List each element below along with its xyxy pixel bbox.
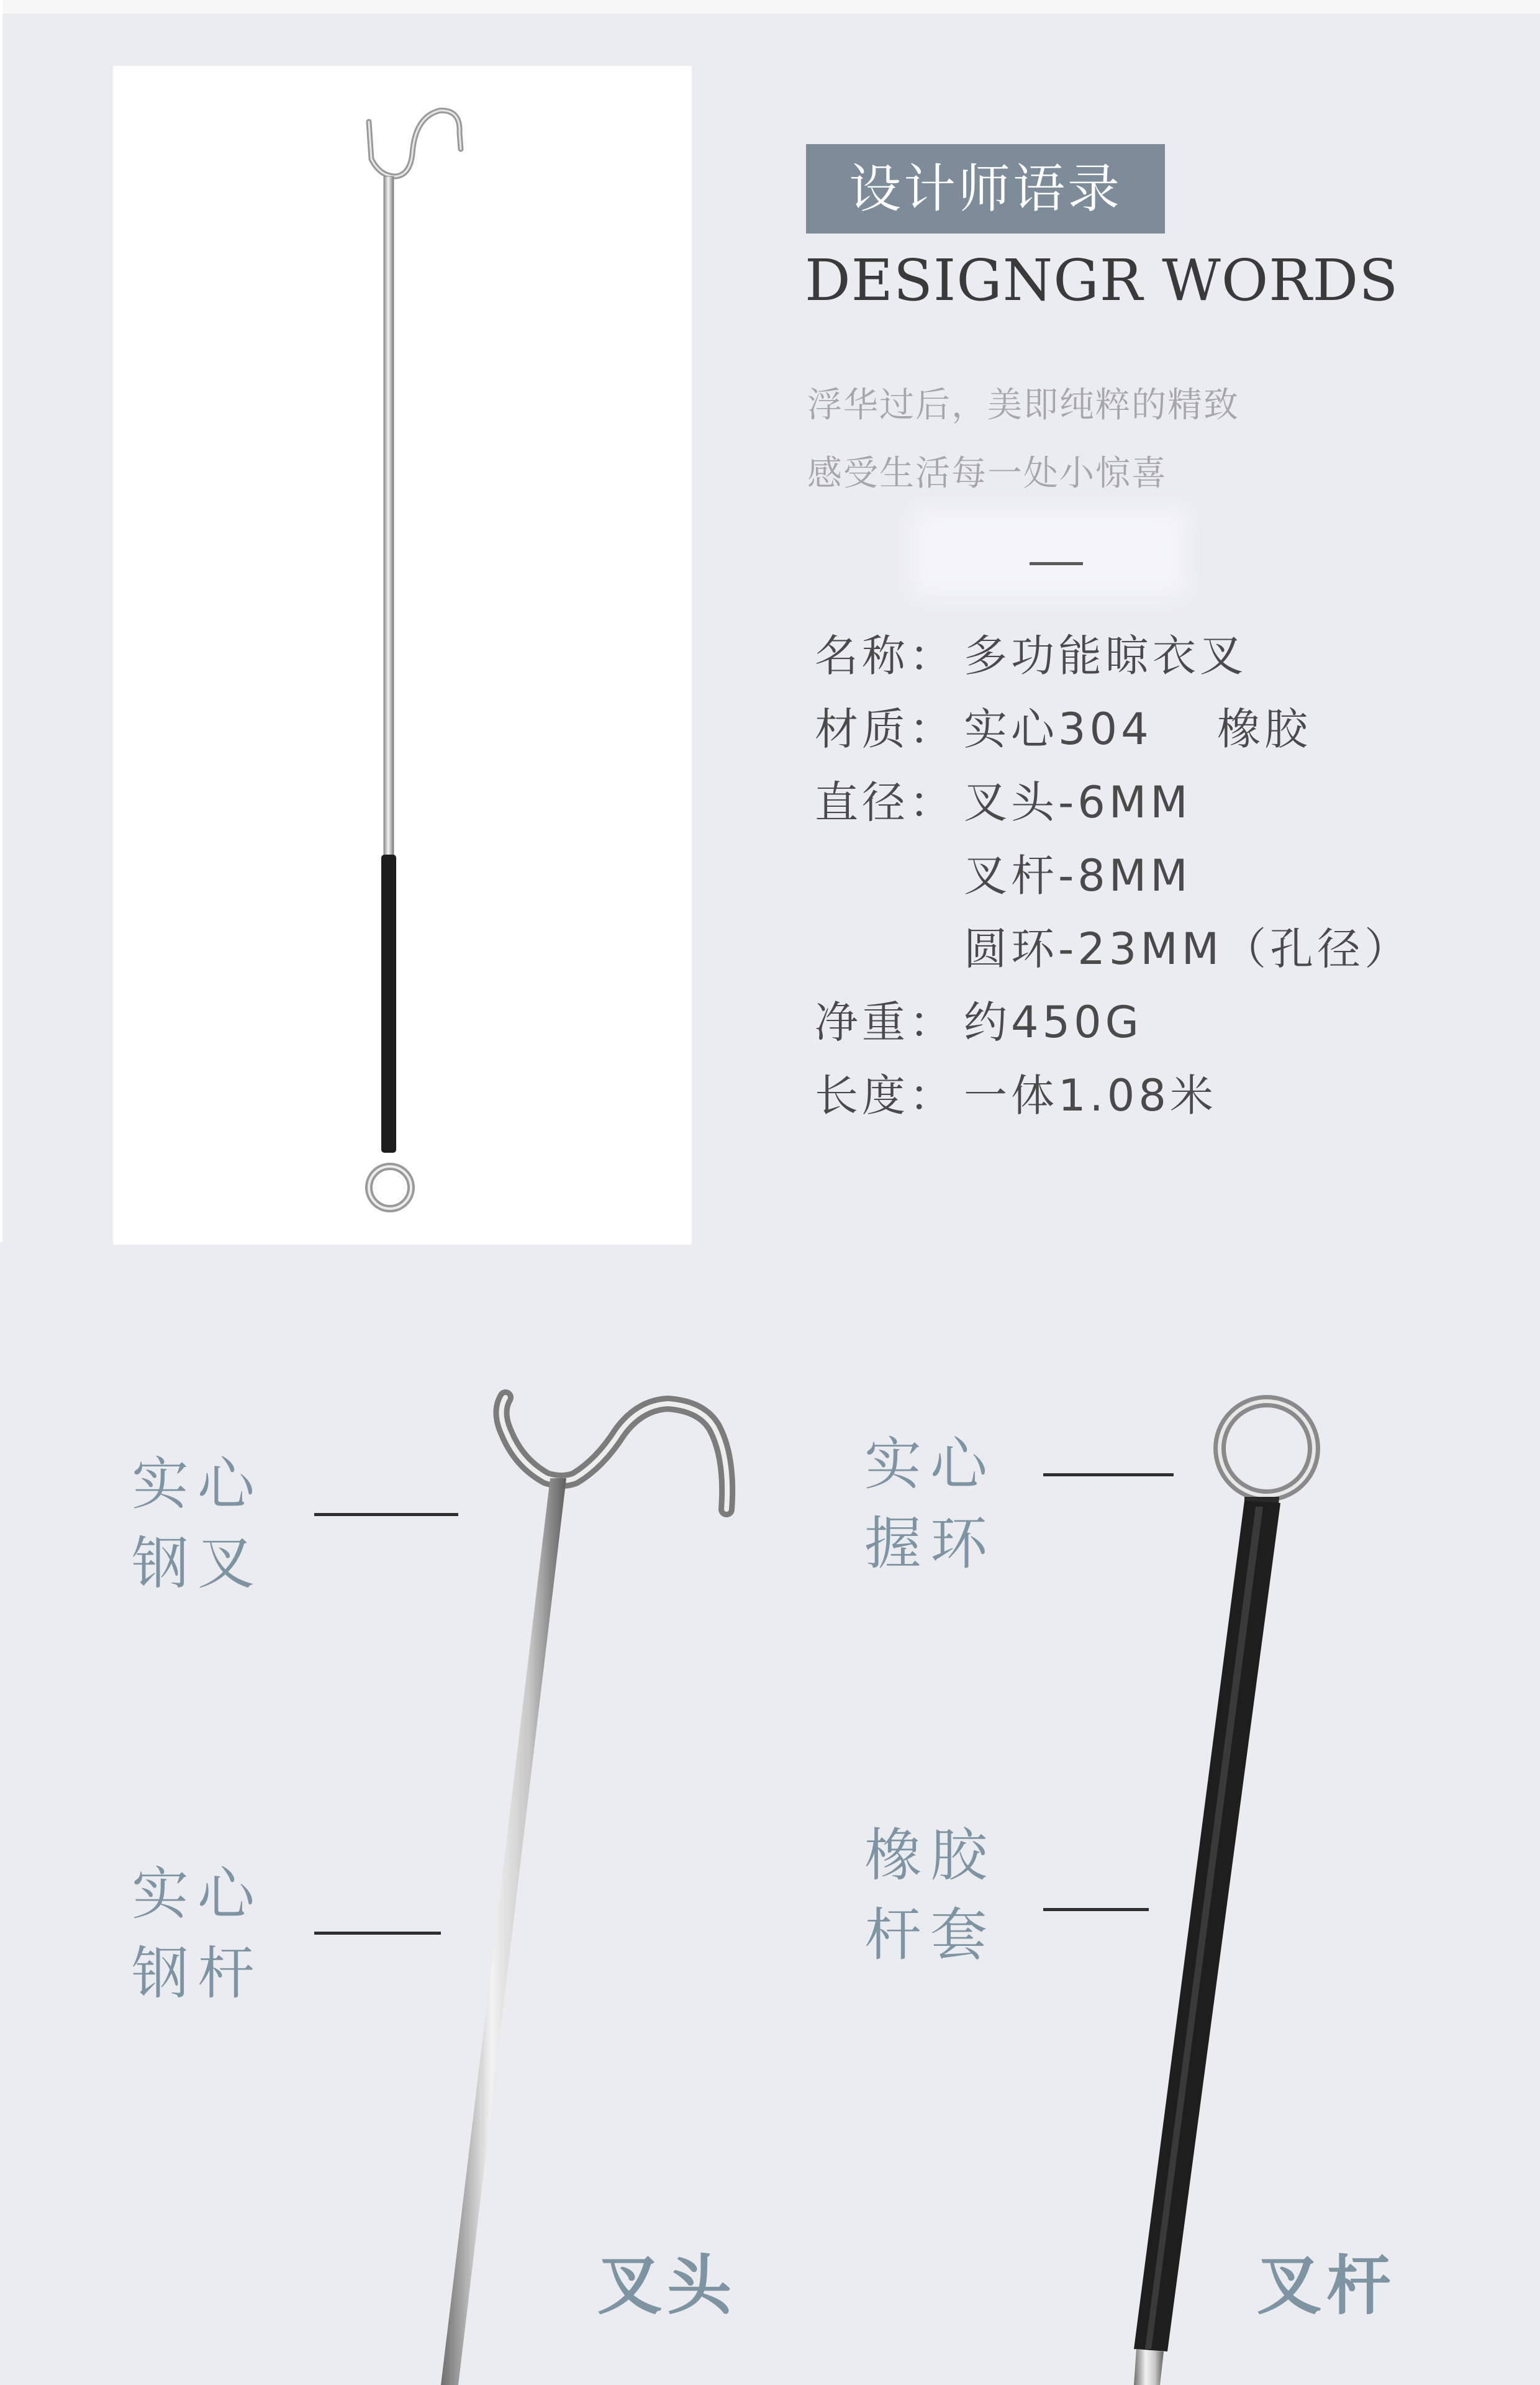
spec-material-value: 实心304 橡胶 [964,704,1311,755]
detail-illustrations [0,1246,1540,2385]
callout-rubber-sleeve [864,1816,996,1975]
caption-fork-head: 叉头 [597,2248,737,2324]
designer-title-en: DESIGNGR WORDS [805,247,1399,314]
left-edge-strip [0,0,2,1242]
shaft-end [1134,2349,1164,2385]
callout-rubber-sleeve-line2: 杆套 [864,1902,997,1968]
spec-diameter-value-1: 叉头-6MM [964,777,1192,828]
spec-name-value: 多功能晾衣叉 [964,630,1247,681]
callout-steel-fork [132,1445,263,1604]
caption-fork-rod: 叉杆 [1257,2248,1397,2324]
spec-diameter-label: 直径： [815,777,956,828]
fork-head-hook [501,1397,727,1509]
callout-steel-fork-line2: 钢叉 [132,1530,264,1597]
spec-diameter [815,768,1192,830]
spec-name-label: 名称： [815,630,956,681]
spec-name [815,621,1247,684]
callout-grip-ring-line2: 握环 [864,1510,997,1577]
callout-steel-rod-leader [314,1932,441,1935]
callout-steel-rod-line1: 实心 [132,1861,264,1927]
spec-weight [815,988,1143,1050]
spec-length-value: 一体1.08米 [964,1070,1217,1121]
section-dash [1030,562,1083,565]
callout-grip-ring-leader [1043,1473,1174,1476]
fork-hook [369,111,461,176]
slogan-line-2: 感受生活每一处小惊喜 [807,453,1167,494]
spec-material [815,694,1311,757]
clothes-fork-illustration [113,66,692,1245]
spec-diameter-value-3: 圆环-23MM（孔径） [964,924,1412,974]
callout-grip-ring-line1: 实心 [864,1431,997,1497]
rubber-sleeve [381,855,396,1153]
callout-steel-rod [132,1855,263,2014]
product-image-card [113,66,692,1245]
decorative-glow [913,509,1186,596]
spec-weight-label: 净重： [815,997,956,1048]
callout-grip-ring [864,1425,996,1584]
callout-steel-fork-leader [314,1513,458,1516]
spec-diameter-value-2: 叉杆-8MM [964,850,1192,901]
slogan-line-1: 浮华过后，美即纯粹的精致 [807,385,1239,425]
top-strip [0,0,1540,14]
callout-steel-fork-line1: 实心 [132,1451,264,1517]
callout-rubber-sleeve-line1: 橡胶 [864,1822,997,1889]
steel-shaft [384,176,394,860]
callout-steel-rod-line2: 钢杆 [132,1940,264,2007]
spec-material-label: 材质： [815,704,956,755]
designer-title-cn: 设计师语录 [806,144,1165,234]
spec-weight-value: 约450G [964,997,1143,1048]
spec-length-label: 长度： [815,1070,956,1121]
spec-length [815,1061,1217,1124]
fork-head-shaft [441,1478,566,2385]
callout-rubber-sleeve-leader [1043,1908,1149,1911]
